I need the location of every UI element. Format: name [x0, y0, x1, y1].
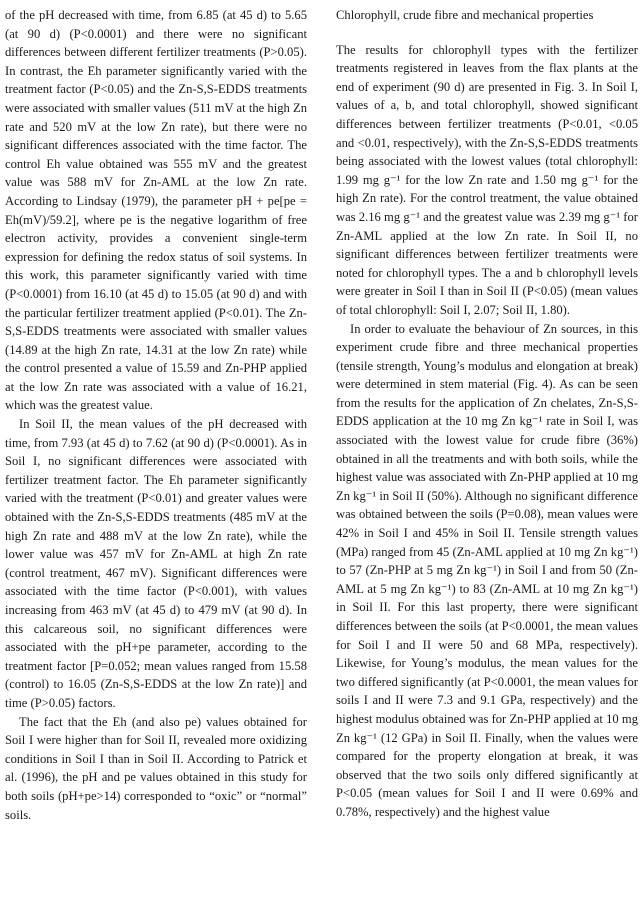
left-paragraph-2: In Soil II, the mean values of the pH decreased with time, from 7.93 (at 45 d) to 7.62 (at 90 d) (P<0.0001). As in Soil I, no significant differences were associated with fertilizer treatment factor. The Eh parameter significantly varied with the treatment (P<0.01) and greater values were obtained with the Zn-S,S-EDDS treatments (485 mV at the high Zn rate and 488 mV at the low Zn rate), while the lower value was 457 mV for Zn-AML at high Zn rate (control treatment, 467 mV). Significant differences were associated with the time factor (P<0.001), with values increasing from 463 mV (at 45 d) to 479 mV (at 90 d). In this calcareous soil, no significant differences were associated with the pH+pe parameter, according to the treatment factor [P=0.052; mean values ranged from 15.58 (control) to 16.05 (Zn-S,S-EDDS at the low Zn rate)] and time (P>0.05) factors. — [5, 417, 307, 710]
right-paragraph-1: The results for chlorophyll types with the fertilizer treatments registered in leaves from the flax plants at the end of experiment (90 d) are presented in Fig. 3. In Soil I, values of a, b, and total chlorophyll, showed significant differences between fertilizer treatments (P<0.01, <0.05 and <0.01, respectively), with the Zn-S,S-EDDS treatments being associated with the lowest values (total chlorophyll: 1.99 mg g⁻¹ for the low Zn rate and 1.50 mg g⁻¹ for the high Zn rate). For the control treatment, the value obtained was 2.16 mg g⁻¹ and the greatest value was 2.39 mg g⁻¹ for Zn-AML applied at the low Zn rate. In Soil II, no significant differences between fertilizer treatments were noted for chlorophyll types. The a and b chlorophyll levels were greater in Soil I than in Soil II (P<0.05) (mean values of total chlorophyll: Soil I, 2.07; Soil II, 1.80). — [336, 42, 638, 317]
left-column — [5, 6, 307, 824]
right-column — [336, 6, 638, 822]
right-paragraph-2: In order to evaluate the behaviour of Zn sources, in this experiment crude fibre and three mechanical properties (tensile strength, Young’s modulus and elongation at break) were determined in stem material (Fig. 4). As can be seen from the results for the application of Zn chelates, Zn-S,S-EDDS application at the 10 mg Zn kg⁻¹ rate in Soil I, was associated with the lowest value for crude fibre (36%) obtained in all the treatments and with both soils, while the highest value was associated with Zn-PHP applied at 10 mg Zn kg⁻¹ in Soil II (50%). Although no significant difference was obtained between the soils (P=0.08), mean values were 42% in Soil I and 45% in Soil II. Tensile strength values (MPa) ranged from 45 (Zn-AML applied at 10 mg Zn kg⁻¹) to 57 (Zn-PHP at 5 mg Zn kg⁻¹) in Soil I and from 50 (Zn-AML at 5 mg Zn kg⁻¹) to 83 (Zn-AML at 10 mg Zn kg⁻¹) in Soil II. For this last property, there were significant differences between the soils (at P<0.0001, the mean values for Soil I and II were 50 and 68 MPa, respectively). Likewise, for Young’s modulus, the mean values for the two differed significantly (at P<0.0001, the mean values for soils I and II were 7.3 and 9.1 GPa, respectively) and the highest modulus obtained was for Zn-PHP applied at 10 mg Zn kg⁻¹ (12 GPa) in Soil II. Finally, when the values were compared for the property elongation at break, it was observed that the two soils only differed significantly at P<0.05 (mean values for Soil I and II were 0.69% and 0.78%, respectively) and the highest value — [336, 321, 638, 819]
left-paragraph-3: The fact that the Eh (and also pe) values obtained for Soil I were higher than for Soil II, revealed more oxidizing conditions in Soil I than in Soil II. According to Patrick et al. (1996), the pH and pe values obtained in this study for both soils (pH+pe>14) corresponded to “oxic” or “normal” soils. — [5, 714, 307, 822]
left-paragraph-1: of the pH decreased with time, from 6.85 (at 45 d) to 5.65 (at 90 d) (P<0.0001) and there were no significant differences between different fertilizer treatments (P>0.05). In contrast, the Eh parameter significantly varied with the treatment factor (P<0.05) and the Zn-S,S-EDDS treatments were associated with smaller values (511 mV at the high Zn rate and 520 mV at the low Zn rate), but there were no significant differences associated with the time factor. The control Eh value obtained was 555 mV and the greatest value was 588 mV for Zn-AML at the low Zn rate. According to Lindsay (1979), the parameter pH + pe[pe = Eh(mV)/59.2], where pe is the negative logarithm of free electron activity, provides a convenient single-term expression for defining the redox status of soil systems. In this work, this parameter significantly varied with time (P<0.0001) from 16.10 (at 45 d) to 15.05 (at 90 d) and with the particular fertilizer treatment applied (P<0.01). The Zn-S,S-EDDS treatments were associated with smaller values (14.89 at the high Zn rate, 14.31 at the low Zn rate) while the control presented a value of 15.59 and Zn-PHP applied at the low Zn rate was associated with a value of 16.21, which was the greatest value. — [5, 8, 307, 413]
section-heading: Chlorophyll, crude fibre and mechanical properties — [336, 8, 594, 22]
